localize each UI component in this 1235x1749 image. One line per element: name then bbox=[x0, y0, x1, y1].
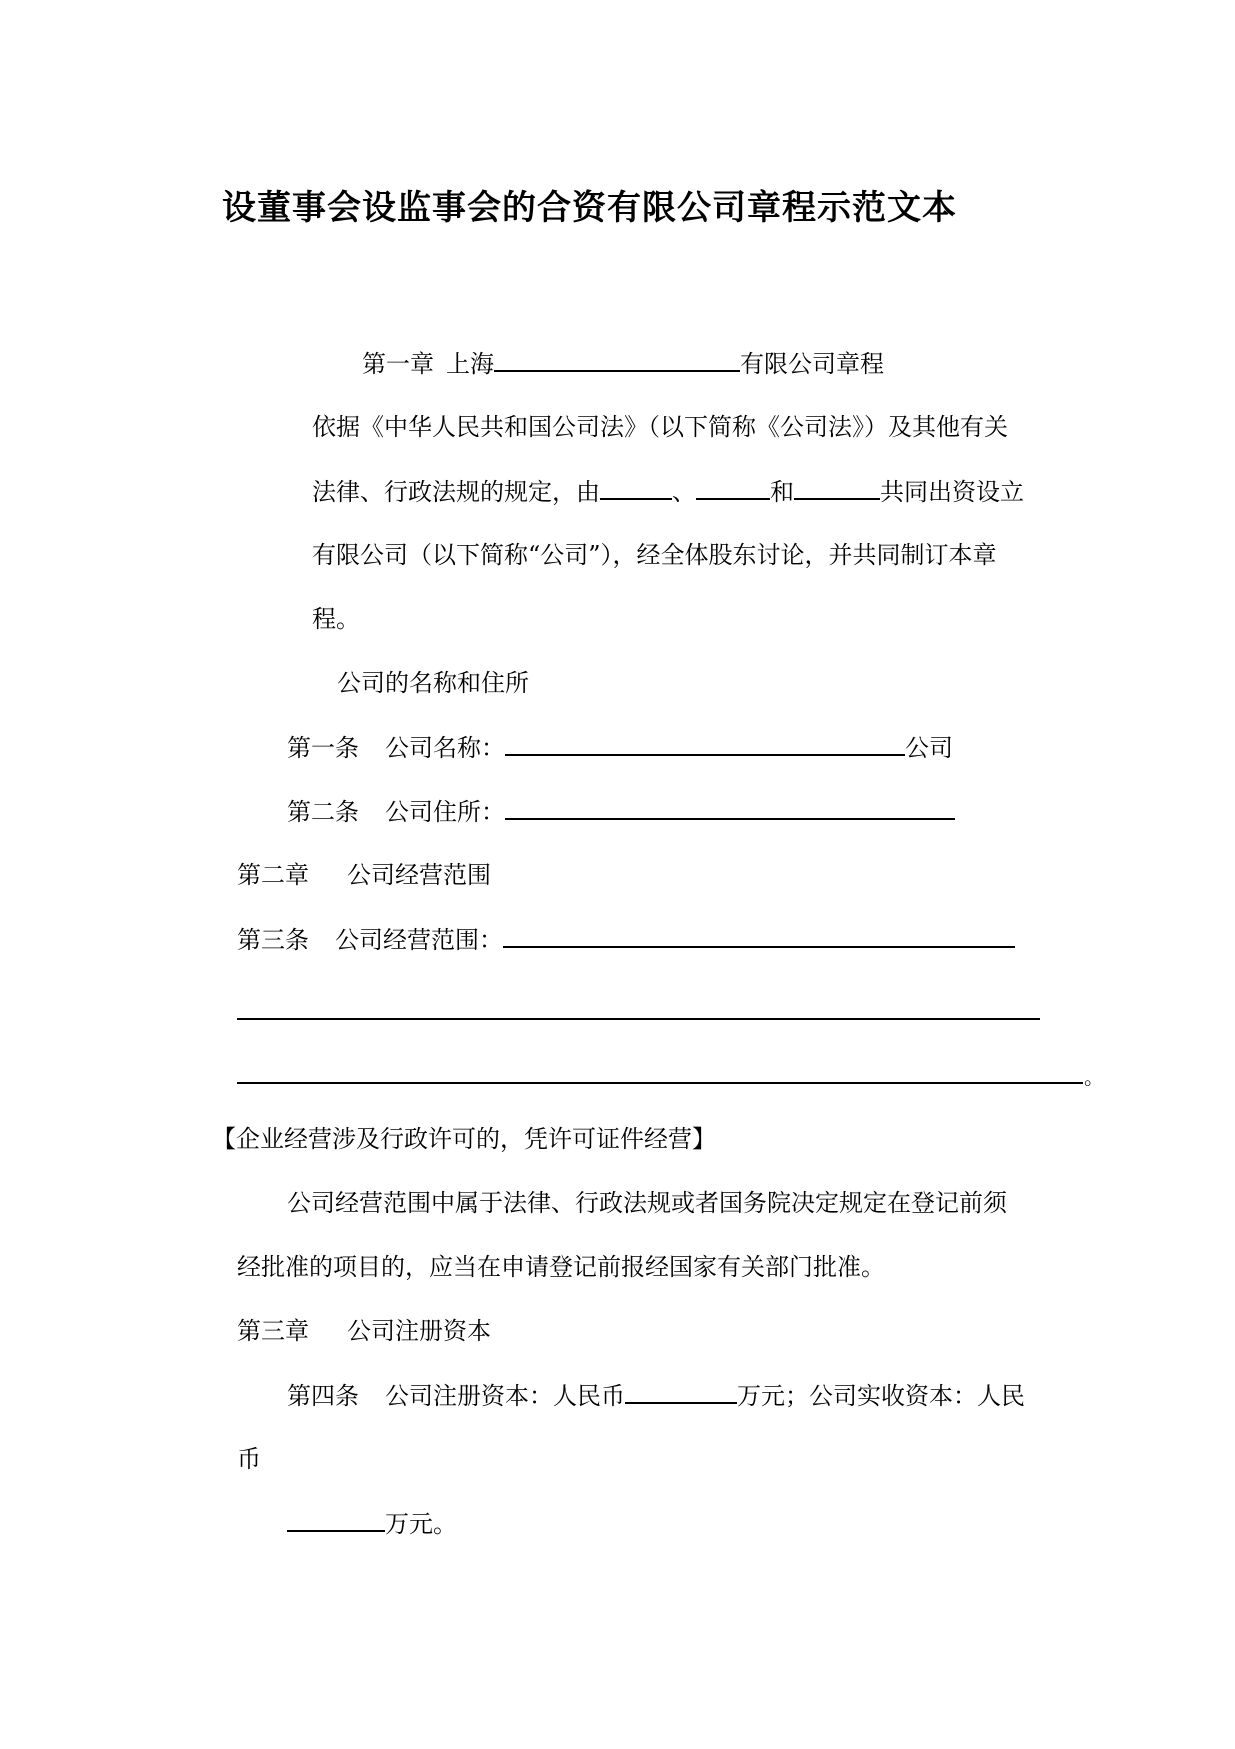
preamble-conjunction: 和 bbox=[770, 478, 794, 506]
article-4-line-3 bbox=[287, 1508, 457, 1539]
chapter-1-city: 上海 bbox=[446, 350, 494, 378]
chapter-2-heading bbox=[237, 860, 491, 890]
shareholder-3-blank[interactable] bbox=[794, 476, 880, 500]
article-2 bbox=[287, 796, 955, 827]
preamble-text: 共同出资设立 bbox=[880, 478, 1024, 506]
shareholder-1-blank[interactable] bbox=[600, 476, 672, 500]
chapter-3-heading bbox=[237, 1316, 491, 1346]
registered-capital-field[interactable] bbox=[625, 1380, 737, 1404]
chapter-1-label: 第一章 bbox=[362, 350, 434, 378]
company-name-blank[interactable] bbox=[494, 348, 740, 372]
article-1-label: 公司名称： bbox=[385, 734, 505, 762]
article-4-number: 第四条 bbox=[287, 1382, 359, 1410]
chapter-3-label: 第三章 bbox=[237, 1317, 309, 1345]
company-address-field[interactable] bbox=[505, 796, 955, 820]
article-1-suffix: 公司 bbox=[905, 734, 953, 762]
article-3-number: 第三条 bbox=[237, 926, 309, 954]
preamble-line-1: 依据《中华人民共和国公司法》（以下简称《公司法》）及其他有关 bbox=[312, 413, 1008, 441]
article-4-text-a: 公司注册资本：人民币 bbox=[385, 1382, 625, 1410]
chapter-1-suffix: 有限公司章程 bbox=[740, 350, 884, 378]
article-4 bbox=[287, 1380, 1025, 1411]
chapter-2-title: 公司经营范围 bbox=[347, 861, 491, 889]
article-1-number: 第一条 bbox=[287, 734, 359, 762]
license-note: 【企业经营涉及行政许可的，凭许可证件经营】 bbox=[212, 1125, 716, 1153]
chapter-3-title: 公司注册资本 bbox=[347, 1317, 491, 1345]
article-2-label: 公司住所： bbox=[385, 798, 505, 826]
article-4-wrap: 币 bbox=[237, 1445, 261, 1473]
business-scope-field-1[interactable] bbox=[503, 924, 1015, 948]
preamble-line-3: 有限公司（以下简称“公司”），经全体股东讨论，并共同制订本章 bbox=[312, 541, 997, 569]
article-3-label: 公司经营范围： bbox=[335, 926, 503, 954]
chapter-1-heading bbox=[362, 348, 884, 379]
business-scope-field-2[interactable] bbox=[237, 1018, 1040, 1020]
business-scope-field-3[interactable] bbox=[237, 1082, 1083, 1084]
article-3 bbox=[237, 924, 1015, 955]
scope-note-line-1: 公司经营范围中属于法律、行政法规或者国务院决定规定在登记前须 bbox=[287, 1189, 1007, 1217]
shareholder-2-blank[interactable] bbox=[696, 476, 770, 500]
article-1 bbox=[287, 732, 953, 763]
scope-note-line-2: 经批准的项目的，应当在申请登记前报经国家有关部门批准。 bbox=[237, 1253, 885, 1281]
paid-in-capital-field[interactable] bbox=[287, 1508, 385, 1532]
preamble-line-4: 程。 bbox=[312, 605, 360, 633]
document-title: 设董事会设监事会的合资有限公司章程示范文本 bbox=[222, 188, 957, 228]
preamble-separator: 、 bbox=[672, 478, 696, 506]
business-scope-end-mark: 。 bbox=[1084, 1065, 1104, 1089]
article-2-number: 第二条 bbox=[287, 798, 359, 826]
article-4-text-b: 万元；公司实收资本：人民 bbox=[737, 1382, 1025, 1410]
preamble-line-2 bbox=[312, 476, 1024, 507]
section-heading-name-address: 公司的名称和住所 bbox=[337, 669, 529, 697]
company-name-field[interactable] bbox=[505, 732, 905, 756]
preamble-text: 法律、行政法规的规定，由 bbox=[312, 478, 600, 506]
chapter-2-label: 第二章 bbox=[237, 861, 309, 889]
article-4-end: 万元。 bbox=[385, 1510, 457, 1538]
